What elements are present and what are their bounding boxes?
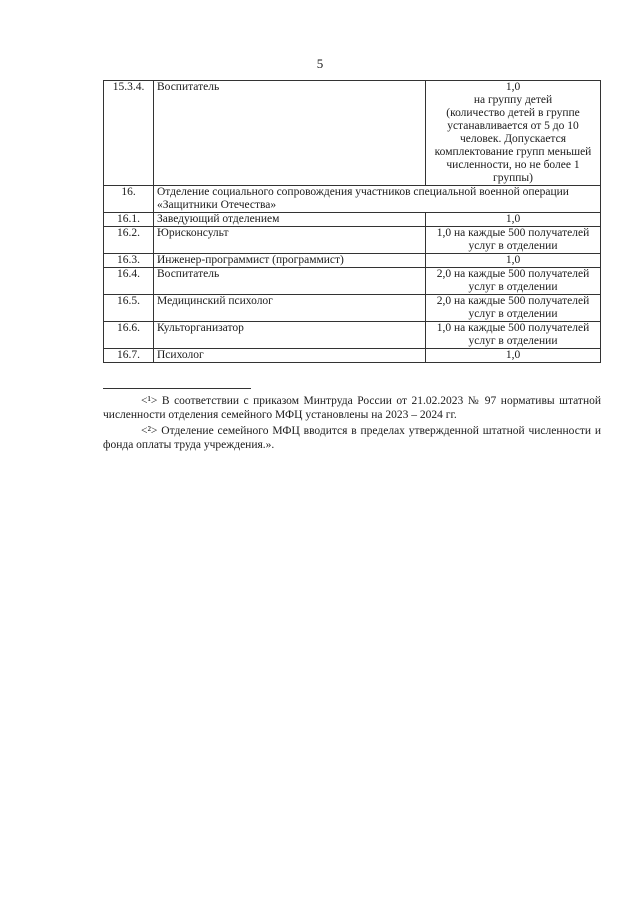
table-row [104,268,601,295]
staffing-table [103,80,601,363]
row-number: 16.1. [104,213,154,227]
staff-norm: 1,0 на группу детей (количество детей в группе устанавливается от 5 до 10 человек. Допускается комплектование групп меньшей численности, но не более 1 группы) [426,81,601,186]
table-row [104,295,601,322]
staff-norm: 1,0 [426,349,601,363]
position-name: Культорганизатор [154,322,426,349]
footnotes [103,394,601,454]
table-row [104,349,601,363]
position-name: Инженер-программист (программист) [154,254,426,268]
row-number: 16.5. [104,295,154,322]
footnote-separator [103,388,251,389]
footnote-1 [103,394,601,422]
table-row [104,254,601,268]
position-name: Воспитатель [154,81,426,186]
row-number: 16.2. [104,227,154,254]
staff-norm: 1,0 [426,254,601,268]
table-row [104,227,601,254]
row-number: 16.7. [104,349,154,363]
row-number: 16.4. [104,268,154,295]
staff-norm: 2,0 на каждые 500 получателей услуг в отделении [426,295,601,322]
staff-norm: 1,0 на каждые 500 получателей услуг в отделении [426,227,601,254]
row-number: 16. [104,186,154,213]
page-number: 5 [316,56,324,71]
row-number: 16.3. [104,254,154,268]
footnote-text: В соответствии с приказом Минтруда России от 21.02.2023 № 97 нормативы штатной численности отделения семейного МФЦ установлены на 2023 – 2024 гг. [103,395,602,421]
table-row [104,81,601,186]
staff-norm: 1,0 [426,213,601,227]
staff-norm: 2,0 на каждые 500 получателей услуг в отделении [426,268,601,295]
row-number: 15.3.4. [104,81,154,186]
staff-norm: 1,0 на каждые 500 получателей услуг в отделении [426,322,601,349]
table-row [104,213,601,227]
position-name: Психолог [154,349,426,363]
section-title: Отделение социального сопровождения участников специальной военной операции «Защитники Отечества» [154,186,601,213]
footnote-2 [103,424,601,452]
table-row [104,322,601,349]
table-section-row [104,186,601,213]
footnote-marker: <¹> [141,395,158,407]
footnote-text: Отделение семейного МФЦ вводится в пределах утвержденной штатной численности и фонда оплаты труда учреждения.». [103,425,602,451]
position-name: Воспитатель [154,268,426,295]
position-name: Заведующий отделением [154,213,426,227]
position-name: Медицинский психолог [154,295,426,322]
position-name: Юрисконсульт [154,227,426,254]
footnote-marker: <²> [141,425,158,437]
row-number: 16.6. [104,322,154,349]
